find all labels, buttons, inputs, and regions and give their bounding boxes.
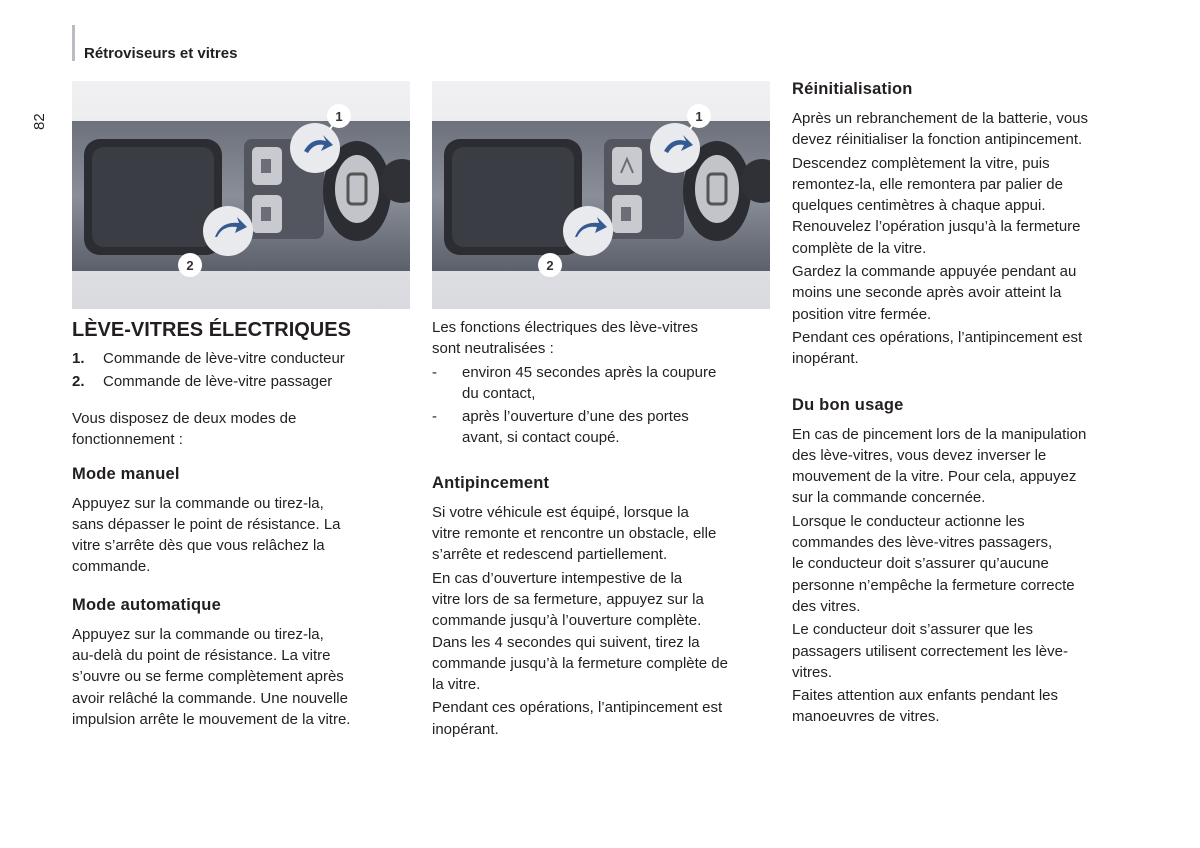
text-line: En cas d’ouverture intempestive de la bbox=[432, 569, 683, 587]
text-line: vitre remonte et rencontre un obstacle, elle bbox=[432, 525, 717, 543]
text-line: inopérant. bbox=[432, 720, 499, 738]
text-line: moins une seconde après avoir atteint la bbox=[792, 284, 1062, 302]
window-switch-photo-passenger bbox=[432, 81, 770, 309]
text-line: Faites attention aux enfants pendant les bbox=[792, 687, 1059, 705]
heading-anti-pinch: Antipincement bbox=[432, 473, 550, 492]
text-line: Descendez complètement la vitre, puis bbox=[792, 154, 1050, 172]
heading-good-usage: Du bon usage bbox=[792, 395, 904, 414]
text-line: fonctionnement : bbox=[72, 431, 183, 449]
text-line: le conducteur doit s’assurer qu’aucune bbox=[792, 555, 1049, 573]
text-line: quelques centimètres à chaque appui. bbox=[792, 197, 1046, 215]
dash: - bbox=[432, 363, 437, 381]
window-switch-photo-driver bbox=[72, 81, 410, 309]
text-line: commande jusqu’à la fermeture complète de bbox=[432, 654, 728, 672]
header-accent-bar bbox=[72, 25, 75, 61]
callout-2: 2 bbox=[546, 258, 554, 273]
text-line: au-delà du point de résistance. La vitre bbox=[72, 647, 331, 665]
text-line: Appuyez sur la commande ou tirez-la, bbox=[72, 494, 324, 512]
usage-paragraph-2 bbox=[792, 511, 1137, 617]
text-line: vitres. bbox=[792, 663, 833, 681]
text-line: Renouvelez l’opération jusqu’à la fermeture bbox=[792, 218, 1081, 236]
intro-paragraph bbox=[72, 408, 417, 451]
text-line: sont neutralisées : bbox=[432, 340, 554, 358]
text-line: personne n’empêche la fermeture correcte bbox=[792, 576, 1075, 594]
page-number: 82 bbox=[31, 113, 48, 130]
text-line: position vitre fermée. bbox=[792, 305, 932, 323]
text-line: manoeuvres de vitres. bbox=[792, 708, 940, 726]
neutralized-paragraph bbox=[432, 317, 777, 360]
anti-paragraph-2 bbox=[432, 568, 777, 696]
text-line: Dans les 4 secondes qui suivent, tirez la bbox=[432, 633, 700, 651]
dash-list bbox=[432, 362, 777, 449]
text-line: En cas de pincement lors de la manipulation bbox=[792, 425, 1087, 443]
text-line: inopérant. bbox=[792, 350, 859, 368]
text-line: s’ouvre ou se ferme complètement après bbox=[72, 668, 344, 686]
dash: - bbox=[432, 408, 437, 426]
anti-paragraph-1 bbox=[432, 502, 777, 566]
text-line: Gardez la commande appuyée pendant au bbox=[792, 263, 1077, 281]
item-number: 2. bbox=[72, 373, 85, 390]
numbered-list bbox=[72, 347, 417, 393]
reinit-paragraph-3 bbox=[792, 261, 1137, 325]
text-line: des vitres. bbox=[792, 597, 861, 615]
heading-auto-mode: Mode automatique bbox=[72, 595, 221, 614]
list-item bbox=[72, 370, 417, 393]
text-line: Le conducteur doit s’assurer que les bbox=[792, 621, 1033, 639]
column-left bbox=[72, 317, 417, 730]
text-line: s’arrête et redescend partiellement. bbox=[432, 546, 668, 564]
text-line: mouvement de la vitre. Pour cela, appuyez bbox=[792, 468, 1077, 486]
reinit-paragraph-1 bbox=[792, 108, 1137, 151]
list-item bbox=[432, 406, 777, 449]
usage-paragraph-4 bbox=[792, 685, 1137, 728]
manual-paragraph bbox=[72, 493, 417, 578]
column-right bbox=[792, 78, 1137, 728]
callout-1: 1 bbox=[695, 109, 703, 124]
text-line: environ 45 secondes après la coupure bbox=[462, 363, 717, 381]
text-line: commande jusqu’à l’ouverture complète. bbox=[432, 612, 702, 630]
text-line: Vous disposez de deux modes de bbox=[72, 410, 297, 427]
text-line: complète de la vitre. bbox=[792, 239, 927, 257]
text-line: Appuyez sur la commande ou tirez-la, bbox=[72, 625, 324, 643]
text-line: Après un rebranchement de la batterie, vous bbox=[792, 110, 1089, 127]
text-line: Les fonctions électriques des lève-vitres bbox=[432, 319, 698, 336]
auto-paragraph bbox=[72, 624, 417, 730]
item-number: 1. bbox=[72, 350, 85, 367]
section-title: Rétroviseurs et vitres bbox=[84, 45, 238, 62]
text-line: après l’ouverture d’une des portes bbox=[462, 408, 689, 426]
text-line: devez réinitialiser la fonction antipincement. bbox=[792, 131, 1083, 149]
text-line: du contact, bbox=[462, 384, 536, 402]
text-line: des lève-vitres, vous devez inverser le bbox=[792, 446, 1047, 464]
text-line: commandes des lève-vitres passagers, bbox=[792, 534, 1053, 552]
text-line: impulsion arrête le mouvement de la vitre. bbox=[72, 710, 351, 728]
reinit-paragraph-4 bbox=[792, 327, 1137, 370]
heading-manual-mode: Mode manuel bbox=[72, 464, 180, 483]
usage-paragraph-1 bbox=[792, 424, 1137, 509]
callout-2: 2 bbox=[186, 258, 194, 273]
text-line: passagers utilisent correctement les lève- bbox=[792, 642, 1068, 660]
text-line: avoir relâché la commande. Une nouvelle bbox=[72, 689, 348, 707]
text-line: la vitre. bbox=[432, 676, 481, 694]
text-line: Pendant ces opérations, l’antipincement est bbox=[792, 328, 1083, 346]
list-item bbox=[72, 347, 417, 370]
text-line: sans dépasser le point de résistance. La bbox=[72, 515, 341, 533]
anti-paragraph-3 bbox=[432, 697, 777, 740]
text-line: commande. bbox=[72, 558, 151, 576]
text-line: sur la commande concernée. bbox=[792, 489, 986, 507]
main-heading: LÈVE-VITRES ÉLECTRIQUES bbox=[72, 319, 351, 341]
item-text: Commande de lève-vitre passager bbox=[103, 373, 333, 390]
text-line: Si votre véhicule est équipé, lorsque la bbox=[432, 503, 689, 521]
callout-1: 1 bbox=[335, 109, 343, 124]
column-middle bbox=[432, 317, 777, 740]
heading-reinitialisation: Réinitialisation bbox=[792, 80, 913, 98]
usage-paragraph-3 bbox=[792, 619, 1137, 683]
text-line: Lorsque le conducteur actionne les bbox=[792, 512, 1025, 530]
text-line: Pendant ces opérations, l’antipincement est bbox=[432, 699, 723, 717]
text-line: remontez-la, elle remontera par palier de bbox=[792, 175, 1063, 193]
text-line: vitre s’arrête dès que vous relâchez la bbox=[72, 537, 325, 555]
text-line: avant, si contact coupé. bbox=[462, 429, 620, 447]
text-line: vitre lors de sa fermeture, appuyez sur la bbox=[432, 590, 704, 608]
item-text: Commande de lève-vitre conducteur bbox=[103, 350, 345, 367]
list-item bbox=[432, 362, 777, 405]
reinit-paragraph-2 bbox=[792, 153, 1137, 259]
